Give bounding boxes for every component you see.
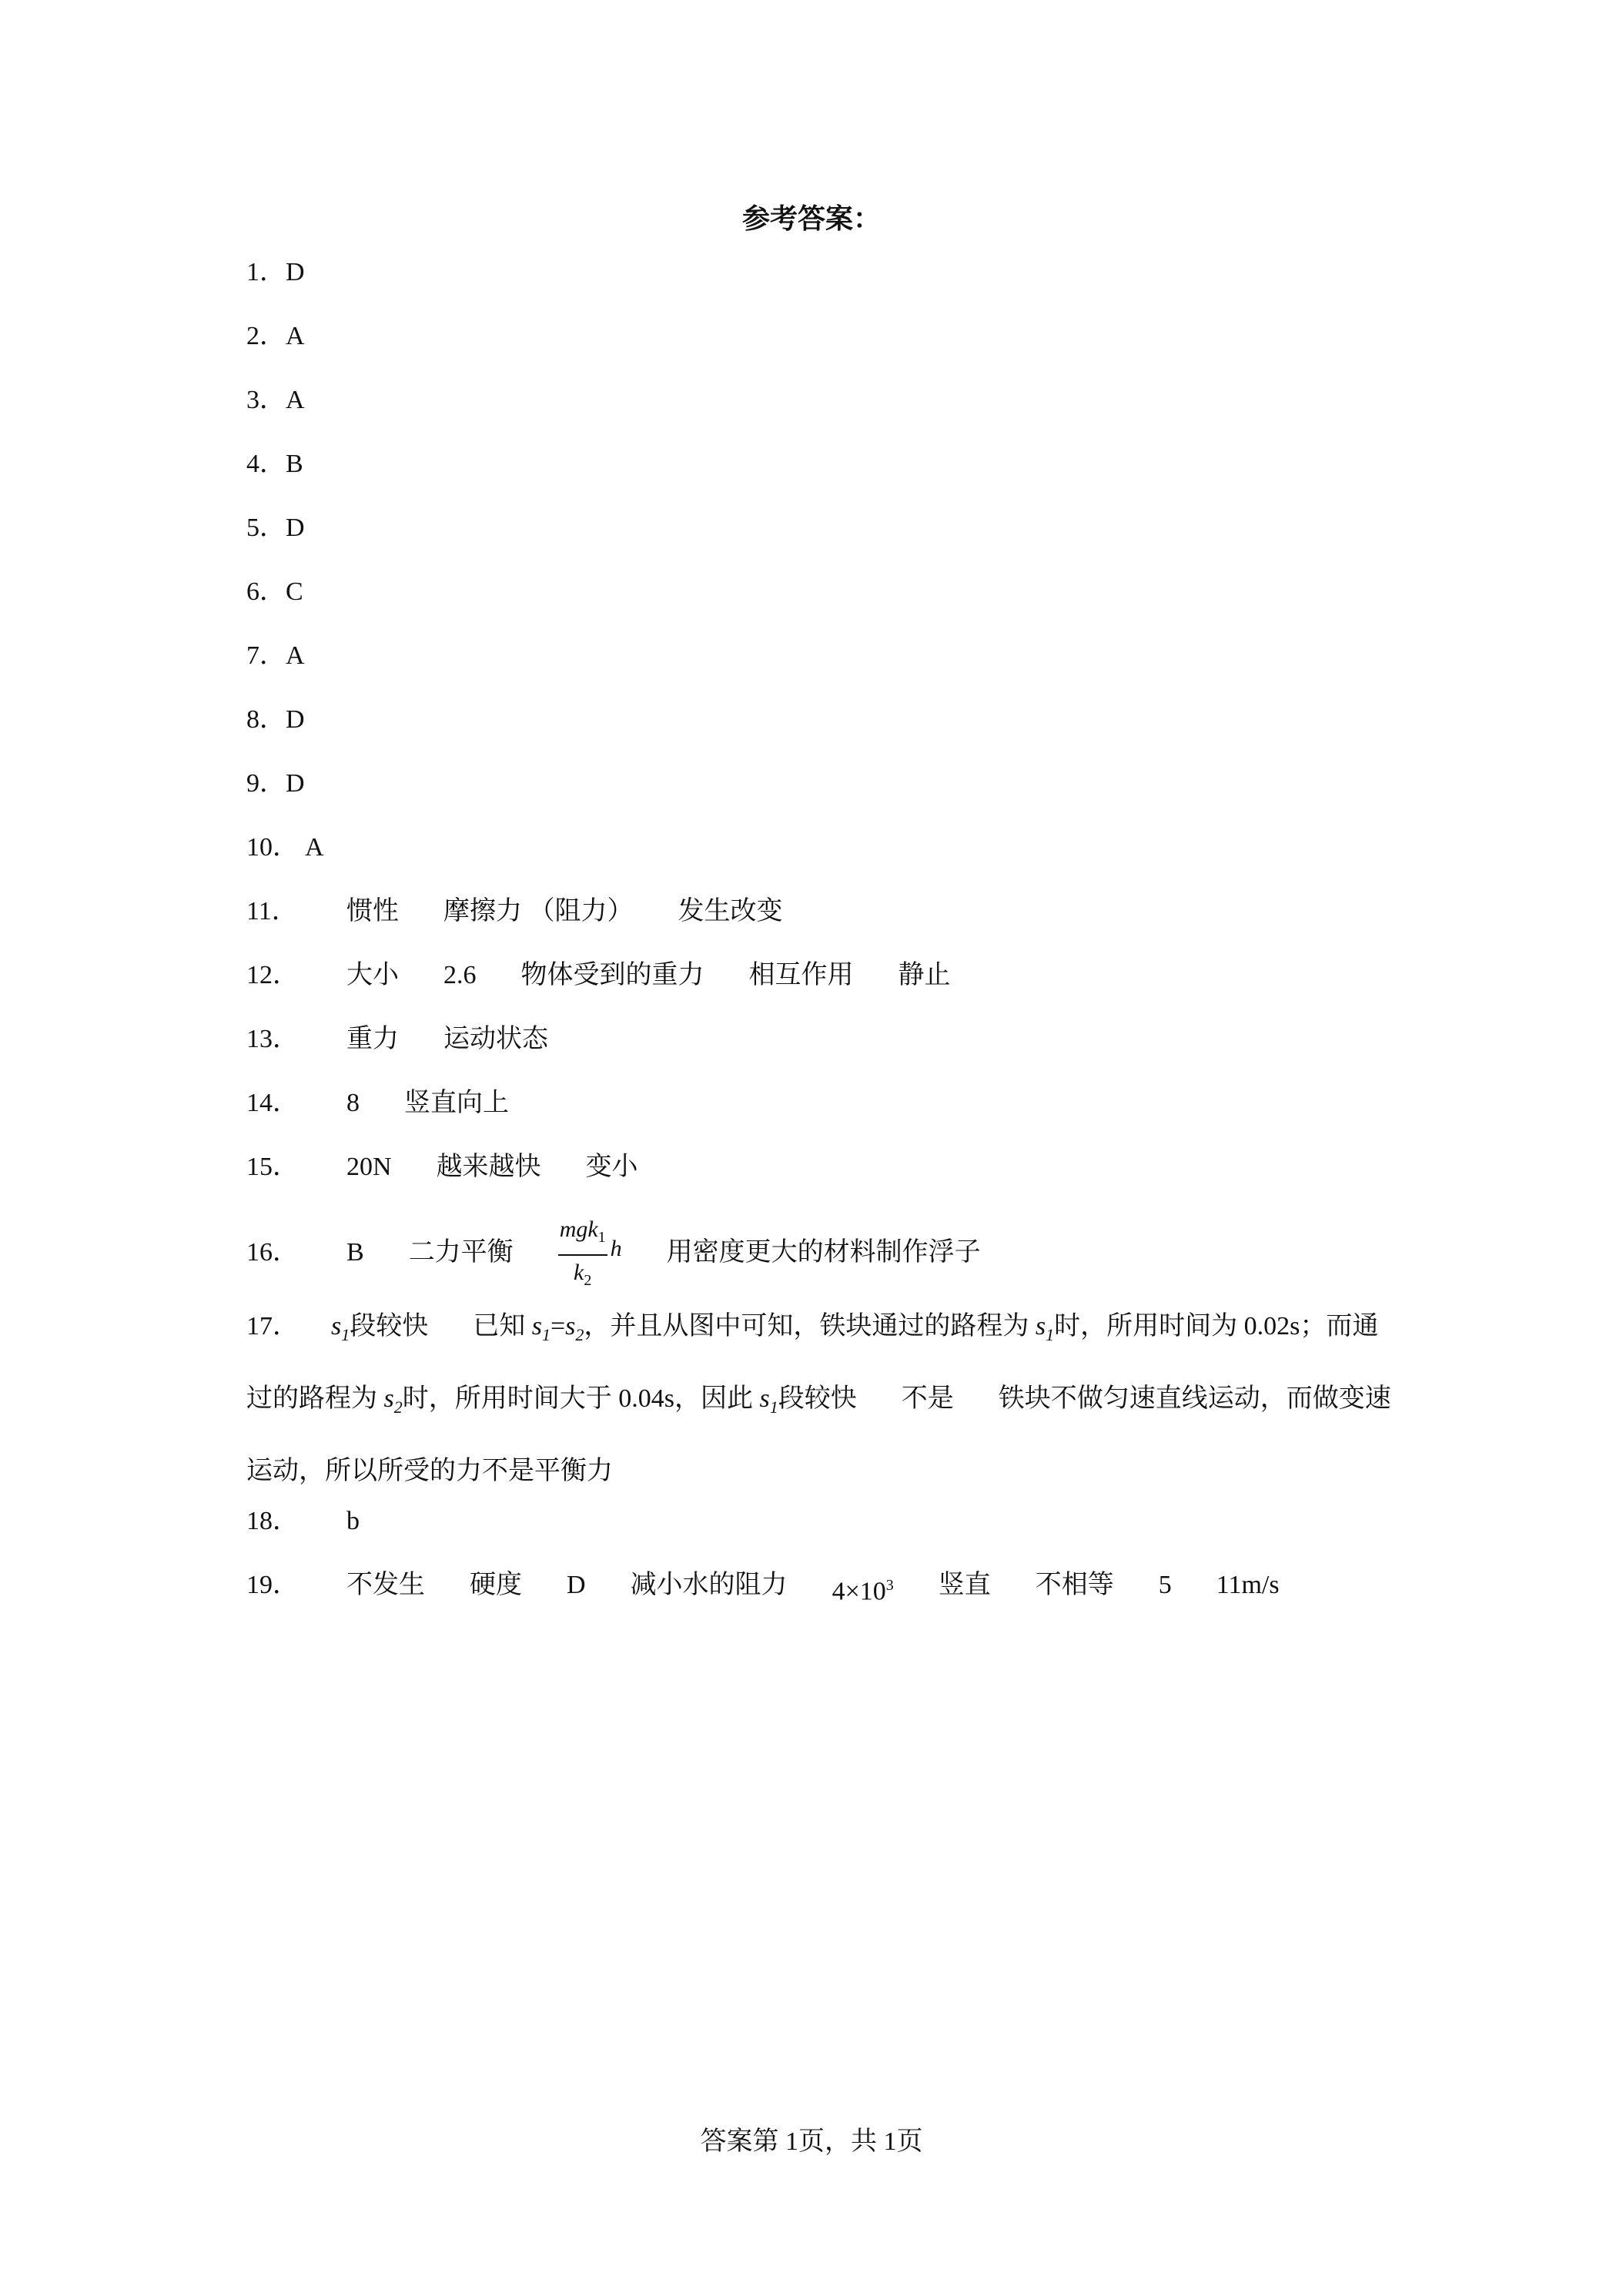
item-number: 9．	[246, 769, 286, 798]
formula-numerator	[558, 1213, 607, 1256]
answer-text: 已知	[473, 1312, 526, 1340]
answer-field: 物体受到的重力	[520, 961, 704, 989]
item-answer: D	[286, 705, 305, 734]
item-answer: D	[286, 258, 305, 286]
answer-field: 竖直向上	[404, 1089, 509, 1117]
subscript: 1	[1046, 1324, 1055, 1344]
answer-item-5	[246, 510, 1401, 574]
answer-field: 重力	[346, 1025, 399, 1053]
answer-field: 运动状态	[443, 1025, 548, 1053]
answer-field: b	[346, 1506, 360, 1535]
item-number: 3．	[246, 386, 286, 414]
numerator-subscript: 1	[597, 1229, 606, 1246]
item-answer: A	[286, 641, 305, 670]
item-answer: A	[305, 833, 324, 862]
formula-h: h	[610, 1236, 622, 1261]
answer-field: 摩擦力 （阻力）	[443, 897, 634, 925]
answer-field: 减小水的阻力	[630, 1570, 788, 1599]
answer-item-3	[246, 382, 1401, 446]
answer-item-16	[246, 1213, 1401, 1294]
item-answer: A	[286, 386, 305, 414]
subscript: 1	[769, 1397, 778, 1417]
answer-field: 惯性	[346, 897, 399, 925]
answer-field: 11m/s	[1216, 1570, 1280, 1599]
item-number: 14．	[246, 1089, 299, 1117]
answer-field: 二力平衡	[408, 1238, 514, 1267]
answer-item-10	[246, 829, 1401, 893]
answer-text: 时，所用时间大于 0.04s，因此	[402, 1384, 753, 1413]
answer-field: D	[567, 1570, 586, 1599]
answer-field: 发生改变	[678, 897, 783, 925]
scientific-number	[832, 1567, 894, 1610]
var-s: s	[759, 1384, 770, 1413]
item-answer: B	[286, 450, 303, 478]
item-number: 15．	[246, 1153, 299, 1181]
page-title: 参考答案：	[741, 203, 881, 234]
answer-field: 竖直	[938, 1570, 991, 1599]
answer-text: ，并且从图中可知，铁块通过的路程为	[584, 1312, 1029, 1340]
answer-item-1	[246, 254, 1401, 318]
item-number: 1．	[246, 258, 286, 286]
answer-item-9	[246, 765, 1401, 829]
item-number: 13．	[246, 1025, 299, 1053]
item-number: 6．	[246, 577, 286, 606]
answer-text: 时，所用时间为 0.02s；而通过的路程为	[246, 1312, 1379, 1413]
answer-text: 段较快	[350, 1312, 429, 1340]
answer-field: 硬度	[470, 1570, 522, 1599]
sci-exponent: 3	[885, 1576, 894, 1594]
answer-field: 5	[1158, 1570, 1172, 1599]
answer-field: 静止	[898, 961, 951, 989]
answer-field: 越来越快	[436, 1153, 541, 1181]
answer-field: 不发生	[346, 1570, 425, 1599]
subscript: 1	[541, 1324, 550, 1344]
answer-field: 20N	[346, 1153, 392, 1181]
answer-field: 相互作用	[748, 961, 854, 989]
subscript: 2	[575, 1324, 584, 1344]
item-number: 17．	[246, 1312, 299, 1340]
item-answer: C	[286, 577, 303, 606]
answer-item-19	[246, 1567, 1401, 1631]
answer-item-12	[246, 957, 1401, 1021]
var-s: s	[383, 1384, 394, 1413]
answer-item-7	[246, 638, 1401, 701]
answer-item-17	[246, 1294, 1401, 1503]
answer-text: 铁块不做匀速直线运动，而做变速运动，所以所受的力不是平衡力	[246, 1384, 1391, 1485]
answer-field: 2.6	[443, 961, 477, 989]
answer-item-15	[246, 1149, 1401, 1213]
item-number: 12．	[246, 961, 299, 989]
var-s: s	[331, 1312, 342, 1340]
numerator-text: mgk	[559, 1217, 598, 1242]
item-number: 10．	[246, 833, 299, 862]
var-s: s	[1035, 1312, 1046, 1340]
answer-text: 段较快	[778, 1384, 857, 1413]
answer-field: 用密度更大的材料制作浮子	[666, 1238, 981, 1267]
sci-base: 4×10	[832, 1576, 886, 1605]
answer-field: B	[346, 1238, 364, 1267]
var-s: s	[565, 1312, 576, 1340]
answer-item-2	[246, 318, 1401, 382]
item-number: 18．	[246, 1506, 299, 1535]
answer-item-14	[246, 1085, 1401, 1149]
answer-field: 变小	[585, 1153, 638, 1181]
formula-denominator	[558, 1256, 607, 1297]
denominator-text: k	[574, 1260, 584, 1285]
answer-item-13	[246, 1021, 1401, 1085]
item-number: 5．	[246, 514, 286, 542]
answer-item-18	[246, 1503, 1401, 1567]
equals-sign: =	[550, 1312, 566, 1340]
item-number: 4．	[246, 450, 286, 478]
item-answer: D	[286, 514, 305, 542]
var-s: s	[531, 1312, 542, 1340]
answer-list	[246, 254, 1401, 1631]
answer-item-11	[246, 893, 1401, 957]
formula-fraction	[558, 1213, 607, 1297]
answer-field: 不相等	[1035, 1570, 1114, 1599]
item-number: 19．	[246, 1570, 299, 1599]
answer-item-8	[246, 701, 1401, 765]
denominator-subscript: 2	[584, 1272, 592, 1289]
item-answer: A	[286, 322, 305, 350]
item-number: 7．	[246, 641, 286, 670]
answer-item-6	[246, 574, 1401, 638]
answer-field: 8	[346, 1089, 360, 1117]
formula	[558, 1213, 622, 1297]
subscript: 1	[341, 1324, 350, 1344]
item-number: 8．	[246, 705, 286, 734]
item-number: 2．	[246, 322, 286, 350]
item-number: 16．	[246, 1238, 299, 1267]
answer-field: 大小	[346, 961, 399, 989]
page-footer: 答案第 1页，共 1页	[700, 2127, 923, 2156]
item-answer: D	[286, 769, 305, 798]
answer-item-4	[246, 446, 1401, 510]
item-number: 11．	[246, 897, 298, 925]
answer-text: 不是	[901, 1384, 954, 1413]
subscript: 2	[393, 1397, 403, 1417]
